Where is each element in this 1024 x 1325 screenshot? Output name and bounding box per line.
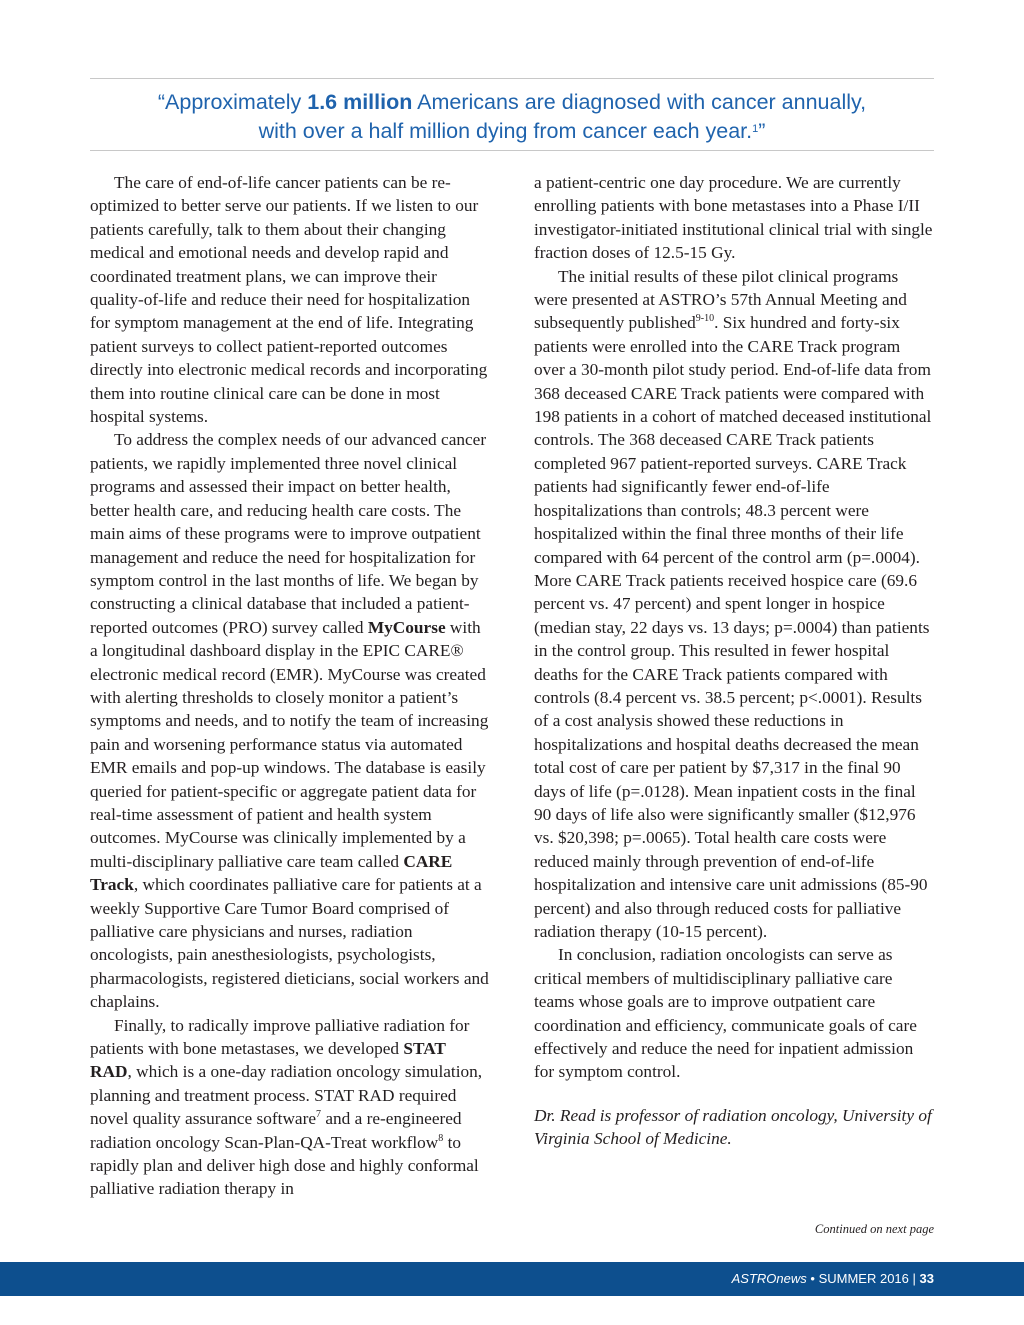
footer-bar [0, 1262, 1024, 1296]
right-paragraph-3: In conclusion, radiation oncologists can serve as critical members of multidisciplinary palliative care teams whose goals are to improve outpatient care coordination and efficiency, communicate goals of care effectively and reduce the need for inpatient admission for symptom control. [534, 945, 917, 1082]
left-paragraph-2: To address the complex needs of our advanced cancer patients, we rapidly implemented three novel clinical programs and assessed their impact on better health, better health care, and reducing health care costs. The main aims of these programs were to improve outpatient management and reduce the need for hospitalization for symptom control in the last months of life. We began by constructing a clinical database that included a patient-reported outcomes (PRO) survey called MyCourse with a longitudinal dashboard display in the EPIC CARE® electronic medical record (EMR). MyCourse was created with alerting thresholds to closely monitor a patient’s symptoms and needs, and to notify the team of increasing pain and worsening performance status via automated EMR emails and pop-up windows. The database is easily queried for patient-specific or aggregate patient data for real-time assessment of patient and health system outcomes. MyCourse was clinically implemented by a multi-disciplinary palliative care team called CARE Track, which coordinates palliative care for patients at a weekly Supportive Care Tumor Board comprised of palliative care physicians and nurses, radiation oncologists, pain anesthesiologists, psychologists, pharmacologists, registered dieticians, social workers and chaplains. [90, 430, 489, 1012]
quote-bottom-rule [90, 150, 934, 151]
right-paragraph-2: The initial results of these pilot clinical programs were presented at ASTRO’s 57th Annual Meeting and subsequently published$^{9-10}$. Six hundred and forty-six patients were enrolled into the CARE Track program over a 30-month pilot study period. End-of-life data from 368 deceased CARE Track patients were compared with 198 patients in a cohort of matched deceased institutional controls. The 368 deceased CARE Track patients completed 967 patient-reported surveys. CARE Track patients had significantly fewer end-of-life hospitalizations than controls; 48.3 percent were hospitalized within the final three months of their life compared with 64 percent of the control arm (p=.0004). More CARE Track patients received hospice care (69.6 percent vs. 47 percent) and spent longer in hospice (median stay, 22 days vs. 13 days; p=.0004) than patients in the control group. This resulted in fewer hospital deaths for the CARE Track patients compared with controls (8.4 percent vs. 38.5 percent; p<.0001). Results of a cost analysis showed these reductions in hospitalizations and hospital deaths decreased the mean total cost of care per patient by $7,317 in the final 90 days of life (p=.0128). Mean inpatient costs in the final 90 days of life also were significantly smaller ($12,976 vs. $20,398; p=.0065). Total health care costs were reduced mainly through prevention of end-of-life hospitalization and intensive care unit admissions (85-90 percent) and also through reduced costs for palliative radiation therapy (10-15 percent). [534, 266, 932, 941]
right-column [534, 171, 934, 1151]
continued-note: Continued on next page [814, 1222, 934, 1236]
left-column [90, 171, 490, 1201]
stat-rad-term: STAT RAD [90, 1039, 446, 1082]
page-number: 33 [919, 1271, 934, 1286]
pull-quote-line-2: with over a half million dying from cancer each year.$^1$” [258, 119, 766, 143]
right-paragraph-1: a patient-centric one day procedure. We are currently enrolling patients with bone metastases into a Phase I/II investigator-initiated institutional clinical trial with single fraction doses of 12.5-15 Gy. [534, 173, 933, 263]
pull-quote-highlight: 1.6 million [307, 90, 413, 114]
issue-label: SUMMER 2016 [818, 1271, 909, 1286]
pull-quote [90, 88, 934, 146]
pull-quote-line-1: “Approximately 1.6 million Americans are diagnosed with cancer annually, [157, 90, 867, 114]
author-byline: Dr. Read is professor of radiation oncology, University of Virginia School of Medicine. [534, 1105, 932, 1149]
top-rule [90, 78, 934, 79]
care-track-term: CARE Track [90, 851, 453, 895]
left-paragraph-1: The care of end-of-life cancer patients can be re-optimized to better serve our patients. If we listen to our patients carefully, talk to them about their changing medical and emotional needs and develop rapid and coordinated treatment plans, we can improve their quality-of-life and reduce their need for hospitalization for symptom management at the end of life. Integrating patient surveys to collect patient-reported outcomes directly into electronic medical records and incorporating them into routine clinical care can be done in most hospital systems. [90, 173, 488, 427]
footer-bullet: • [810, 1271, 815, 1286]
mycourse-term: MyCourse [367, 617, 446, 637]
pull-quote-ref: 1 [752, 123, 759, 135]
left-paragraph-3: Finally, to radically improve palliative radiation for patients with bone metastases, we developed STAT RAD, which is a one-day radiation oncology simulation, planning and treatment process. STAT RAD required novel quality assurance software$^7$ and a re-engineered radiation oncology Scan-Plan-QA-Treat workflow$^8$ to rapidly plan and deliver high dose and highly conformal palliative radiation therapy in [90, 1015, 483, 1199]
footer-text [732, 1262, 934, 1296]
publication-name: ASTROnews [731, 1271, 807, 1286]
footer-separator: | [912, 1271, 916, 1286]
